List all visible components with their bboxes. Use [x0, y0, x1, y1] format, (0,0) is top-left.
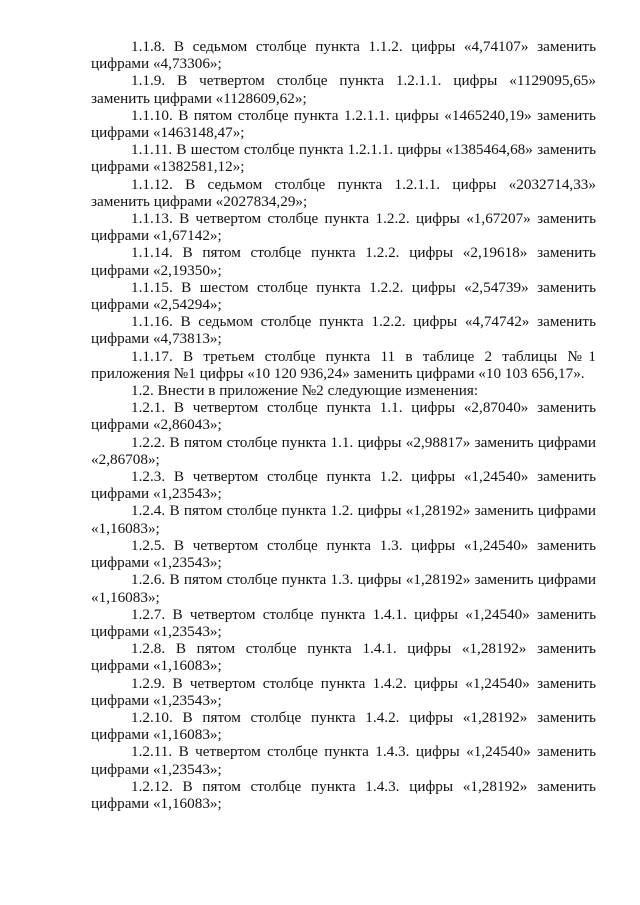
paragraph-1-2: 1.2. Внести в приложение №2 следующие изменения: [131, 382, 479, 400]
paragraph-1-1-16: 1.1.16. В седьмом столбце пункта 1.2.2. цифры «4,74742» заменить цифрами «4,73813»; [91, 313, 596, 348]
paragraph-1-1-8: 1.1.8. В седьмом столбце пункта 1.1.2. цифры «4,74107» заменить цифрами «4,73306»; [91, 38, 596, 73]
paragraph-1-1-13: 1.1.13. В четвертом столбце пункта 1.2.2. цифры «1,67207» заменить цифрами «1,67142»; [91, 210, 596, 245]
paragraph-1-1-10: 1.1.10. В пятом столбце пункта 1.2.1.1. цифры «1465240,19» заменить цифрами «1463148,47»; [91, 106, 596, 142]
paragraph-1-2-10: 1.2.10. В пятом столбце пункта 1.4.2. цифры «1,28192» заменить цифрами «1,16083»; [91, 708, 596, 744]
paragraph-1-2-9: 1.2.9. В четвертом столбце пункта 1.4.2. цифры «1,24540» заменить цифрами «1,23543»; [91, 674, 596, 709]
paragraph-1-2-2: 1.2.2. В пятом столбце пункта 1.1. цифры «2,98817» заменить цифрами «2,86708»; [91, 433, 596, 468]
paragraph-1-2-6: 1.2.6. В пятом столбце пункта 1.3. цифры «1,28192» заменить цифрами «1,16083»; [91, 571, 596, 606]
paragraph-1-2-12: 1.2.12. В пятом столбце пункта 1.4.3. цифры «1,28192» заменить цифрами «1,16083»; [91, 777, 596, 812]
paragraph-1-1-14: 1.1.14. В пятом столбце пункта 1.2.2. цифры «2,19618» заменить цифрами «2,19350»; [91, 244, 596, 279]
paragraph-1-2-3: 1.2.3. В четвертом столбце пункта 1.2. цифры «1,24540» заменить цифрами «1,23543»; [91, 468, 596, 503]
paragraph-1-2-4: 1.2.4. В пятом столбце пункта 1.2. цифры «1,28192» заменить цифрами «1,16083»; [91, 502, 596, 537]
paragraph-1-2-11: 1.2.11. В четвертом столбце пункта 1.4.3. цифры «1,24540» заменить цифрами «1,23543»; [91, 743, 596, 778]
paragraph-1-2-1: 1.2.1. В четвертом столбце пункта 1.1. цифры «2,87040» заменить цифрами «2,86043»; [91, 399, 596, 434]
paragraph-1-1-17: 1.1.17. В третьем столбце пункта 11 в таблице 2 таблицы №1 приложения №1 цифры «10 120 936,24» заменить цифрами «10 103 656,17». [91, 347, 596, 382]
paragraph-1-1-15: 1.1.15. В шестом столбце пункта 1.2.2. цифры «2,54739» заменить цифрами «2,54294»; [91, 278, 596, 314]
paragraph-1-2-7: 1.2.7. В четвертом столбце пункта 1.4.1. цифры «1,24540» заменить цифрами «1,23543»; [91, 605, 596, 640]
paragraph-1-2-5: 1.2.5. В четвертом столбце пункта 1.3. цифры «1,24540» заменить цифрами «1,23543»; [91, 536, 596, 572]
paragraph-1-1-9: 1.1.9. В четвертом столбце пункта 1.2.1.1. цифры «1129095,65» заменить цифрами «1128609,62»; [91, 72, 596, 107]
paragraph-1-1-12: 1.1.12. В седьмом столбце пункта 1.2.1.1. цифры «2032714,33» заменить цифрами «2027834,29»; [91, 175, 596, 210]
paragraph-1-1-11: 1.1.11. В шестом столбце пункта 1.2.1.1. цифры «1385464,68» заменить цифрами «1382581,12»; [91, 141, 596, 176]
paragraph-1-2-8: 1.2.8. В пятом столбце пункта 1.4.1. цифры «1,28192» заменить цифрами «1,16083»; [91, 640, 596, 675]
